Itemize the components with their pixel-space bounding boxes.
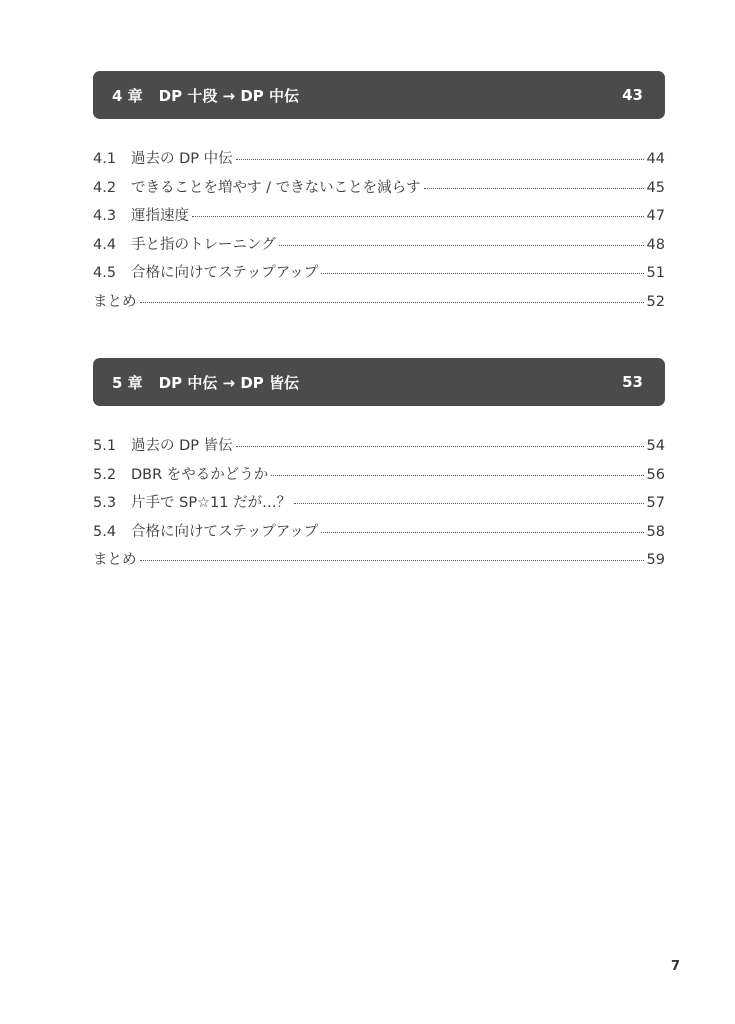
toc-entry[interactable] bbox=[93, 176, 665, 205]
toc-list bbox=[93, 434, 665, 577]
toc-entry-page: 56 bbox=[646, 466, 665, 483]
toc-entry-page: 51 bbox=[646, 265, 665, 282]
dot-leader bbox=[321, 273, 643, 274]
toc-entry-number: 4.5 bbox=[93, 265, 117, 282]
chapter-number: 4 章 bbox=[112, 86, 143, 105]
chapter-number: 5 章 bbox=[112, 373, 143, 392]
dot-leader bbox=[140, 302, 644, 303]
dot-leader bbox=[236, 446, 644, 447]
toc-entry-page: 44 bbox=[646, 151, 665, 167]
toc-entry-number: 5.2 bbox=[93, 466, 117, 483]
toc-entry[interactable] bbox=[93, 233, 665, 262]
toc-entry-number: 5.4 bbox=[93, 523, 117, 540]
page-number: 7 bbox=[671, 959, 681, 974]
toc-entry-title: まとめ bbox=[93, 552, 137, 569]
toc-entry-title: まとめ bbox=[93, 293, 137, 310]
toc-list bbox=[93, 147, 665, 319]
dot-leader bbox=[192, 216, 644, 217]
toc-entry-summary[interactable] bbox=[93, 290, 665, 319]
chapter-5-section bbox=[93, 358, 665, 577]
toc-entry-page: 57 bbox=[646, 495, 665, 512]
chapter-title: DP 中伝 → DP 皆伝 bbox=[158, 373, 300, 392]
chapter-page: 53 bbox=[622, 373, 643, 391]
toc-entry[interactable] bbox=[93, 434, 665, 463]
toc-entry-page: 54 bbox=[646, 438, 665, 454]
toc-entry-number: 4.4 bbox=[93, 236, 117, 253]
dot-leader bbox=[294, 503, 643, 504]
dot-leader bbox=[271, 475, 643, 476]
toc-entry[interactable] bbox=[93, 261, 665, 290]
toc-entry-title: 手と指のトレーニング bbox=[131, 236, 276, 253]
toc-entry-page: 59 bbox=[646, 552, 665, 569]
toc-entry[interactable] bbox=[93, 147, 665, 176]
toc-entry-title: 過去の DP 中伝 bbox=[131, 151, 233, 167]
toc-entry[interactable] bbox=[93, 520, 665, 549]
toc-entry[interactable] bbox=[93, 491, 665, 520]
dot-leader bbox=[321, 532, 643, 533]
toc-entry-summary[interactable] bbox=[93, 548, 665, 577]
toc-entry-title: 片手で SP☆11 だが…？ bbox=[131, 495, 292, 512]
toc-entry[interactable] bbox=[93, 204, 665, 233]
dot-leader bbox=[236, 159, 644, 160]
chapter-title: DP 十段 → DP 中伝 bbox=[158, 86, 300, 105]
toc-entry-title: できることを増やす / できないことを減らす bbox=[131, 179, 421, 196]
chapter-header bbox=[93, 71, 665, 119]
toc-entry-number: 4.1 bbox=[93, 151, 117, 167]
dot-leader bbox=[424, 188, 644, 189]
chapter-4-section bbox=[93, 71, 665, 319]
toc-entry-title: 運指速度 bbox=[131, 208, 189, 225]
toc-entry-number: 5.3 bbox=[93, 495, 117, 512]
toc-entry-number: 5.1 bbox=[93, 438, 117, 454]
toc-entry-page: 48 bbox=[646, 236, 665, 253]
chapter-page: 43 bbox=[622, 86, 643, 104]
chapter-header bbox=[93, 358, 665, 406]
toc-entry-page: 58 bbox=[646, 523, 665, 540]
toc-entry-page: 45 bbox=[646, 179, 665, 196]
toc-entry-page: 47 bbox=[646, 208, 665, 225]
toc-entry-title: 合格に向けてステップアップ bbox=[131, 523, 319, 540]
dot-leader bbox=[140, 560, 644, 561]
toc-entry[interactable] bbox=[93, 463, 665, 492]
toc-entry-number: 4.3 bbox=[93, 208, 117, 225]
toc-entry-title: 合格に向けてステップアップ bbox=[131, 265, 319, 282]
toc-entry-title: 過去の DP 皆伝 bbox=[131, 438, 233, 454]
dot-leader bbox=[279, 245, 644, 246]
toc-entry-number: 4.2 bbox=[93, 179, 117, 196]
toc-entry-title: DBR をやるかどうか bbox=[131, 466, 269, 483]
toc-entry-page: 52 bbox=[646, 293, 665, 310]
